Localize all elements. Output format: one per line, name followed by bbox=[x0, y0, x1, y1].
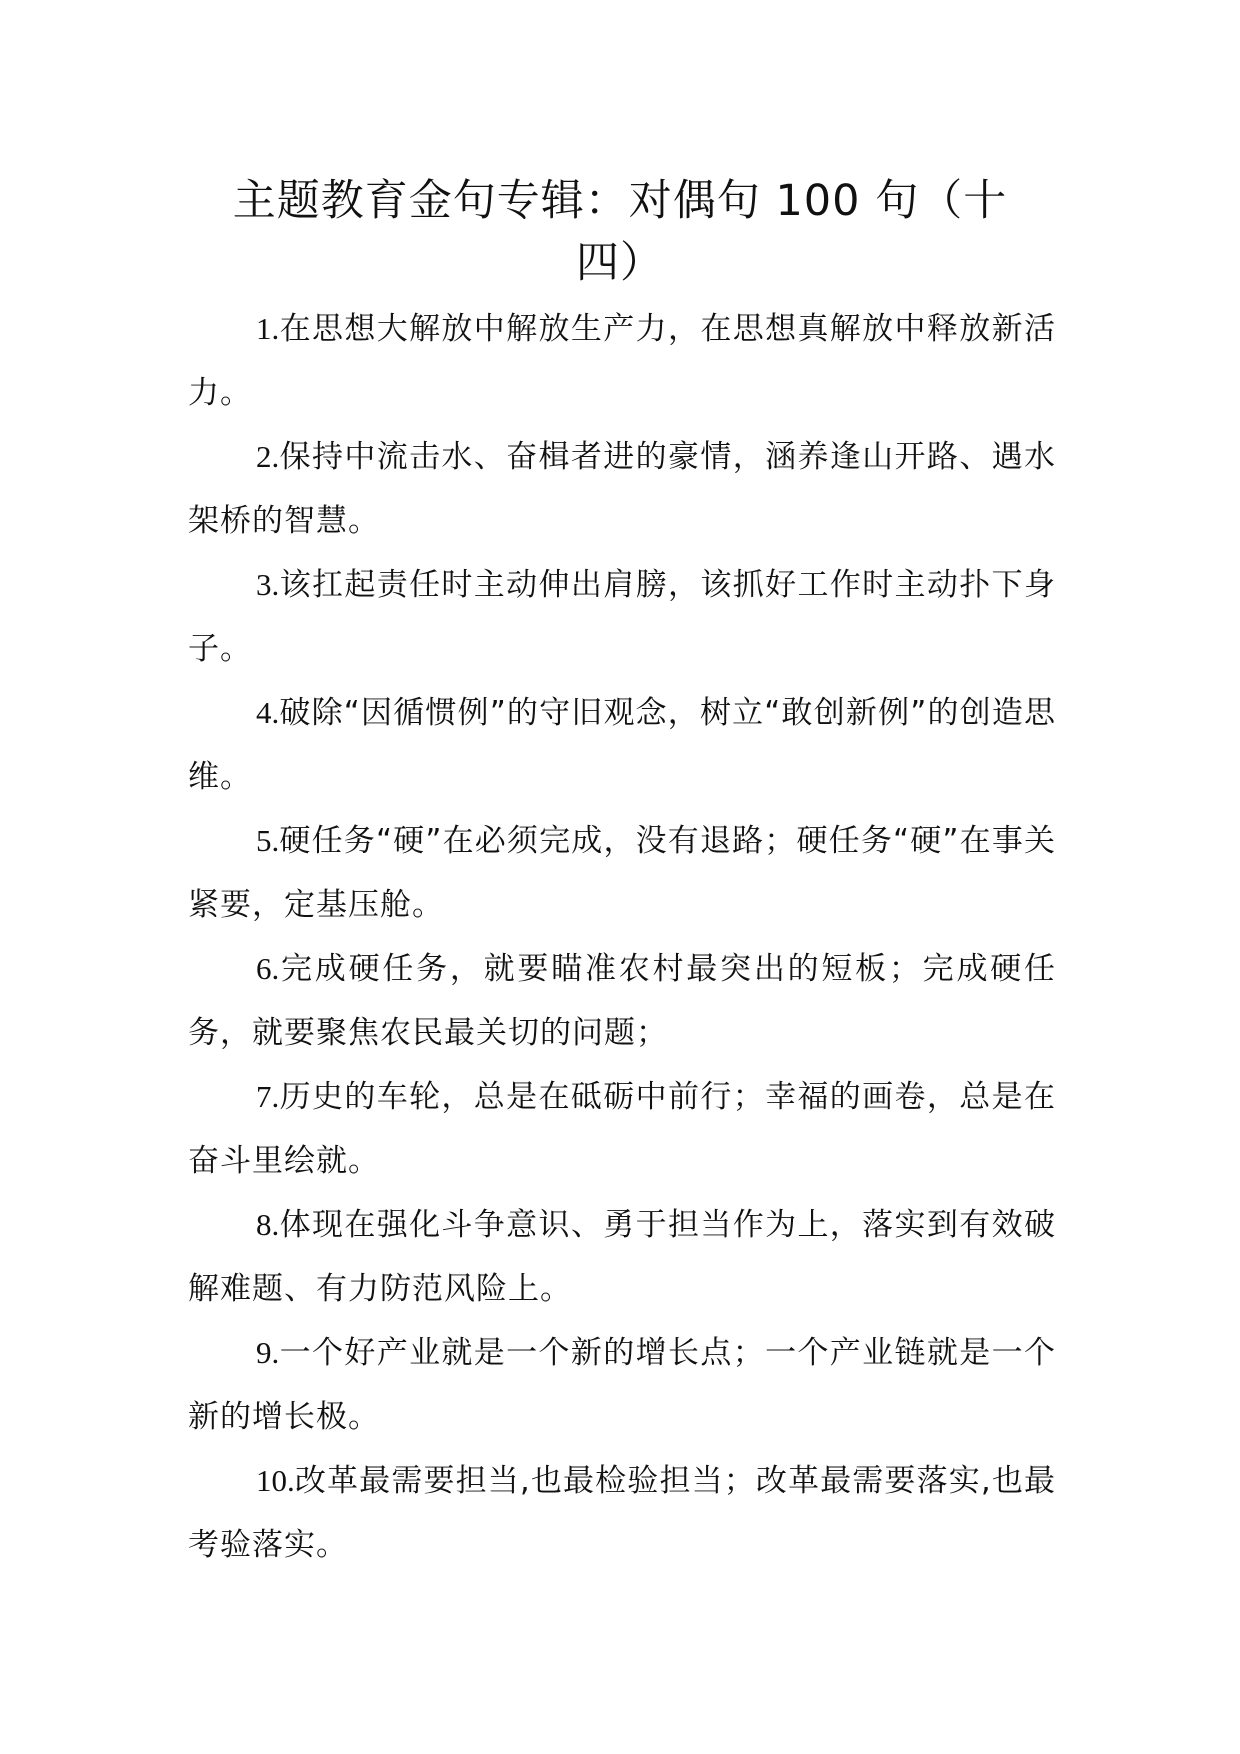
item-text: 该扛起责任时主动伸出肩膀，该抓好工作时主动扑下身子。 bbox=[188, 567, 1056, 667]
item-number: 7. bbox=[256, 1079, 280, 1114]
list-item bbox=[188, 425, 1056, 553]
item-number: 9. bbox=[256, 1335, 280, 1370]
item-text: 历史的车轮，总是在砥砺中前行；幸福的画卷，总是在奋斗里绘就。 bbox=[188, 1079, 1056, 1179]
list-item bbox=[188, 1193, 1056, 1321]
list-item bbox=[188, 1449, 1056, 1577]
item-text: 硬任务“硬”在必须完成，没有退路；硬任务“硬”在事关紧要，定基压舱。 bbox=[188, 823, 1056, 923]
item-text: 体现在强化斗争意识、勇于担当作为上，落实到有效破解难题、有力防范风险上。 bbox=[188, 1207, 1056, 1307]
item-text: 改革最需要担当,也最检验担当；改革最需要落实,也最考验落实。 bbox=[188, 1463, 1056, 1563]
item-text: 保持中流击水、奋楫者进的豪情，涵养逢山开路、遇水架桥的智慧。 bbox=[188, 439, 1056, 539]
list-item bbox=[188, 937, 1056, 1065]
list-item bbox=[188, 297, 1056, 425]
list-item bbox=[188, 1065, 1056, 1193]
document-title: 主题教育金句专辑：对偶句 100 句（十四） bbox=[232, 176, 1008, 288]
item-number: 4. bbox=[256, 695, 280, 730]
item-text: 破除“因循惯例”的守旧观念，树立“敢创新例”的创造思维。 bbox=[188, 695, 1056, 795]
item-text: 一个好产业就是一个新的增长点；一个产业链就是一个新的增长极。 bbox=[188, 1335, 1056, 1435]
item-text: 在思想大解放中解放生产力，在思想真解放中释放新活力。 bbox=[188, 311, 1056, 411]
item-number: 5. bbox=[256, 823, 280, 858]
item-number: 10. bbox=[256, 1463, 295, 1498]
item-number: 8. bbox=[256, 1207, 280, 1242]
list-item bbox=[188, 809, 1056, 937]
item-number: 6. bbox=[256, 951, 280, 986]
list-item bbox=[188, 681, 1056, 809]
item-number: 3. bbox=[256, 567, 280, 602]
list-item bbox=[188, 1321, 1056, 1449]
document-body bbox=[188, 297, 1056, 1577]
list-item bbox=[188, 553, 1056, 681]
item-number: 1. bbox=[256, 311, 280, 346]
item-text: 完成硬任务，就要瞄准农村最突出的短板；完成硬任务，就要聚焦农民最关切的问题； bbox=[188, 951, 1056, 1051]
item-number: 2. bbox=[256, 439, 280, 474]
